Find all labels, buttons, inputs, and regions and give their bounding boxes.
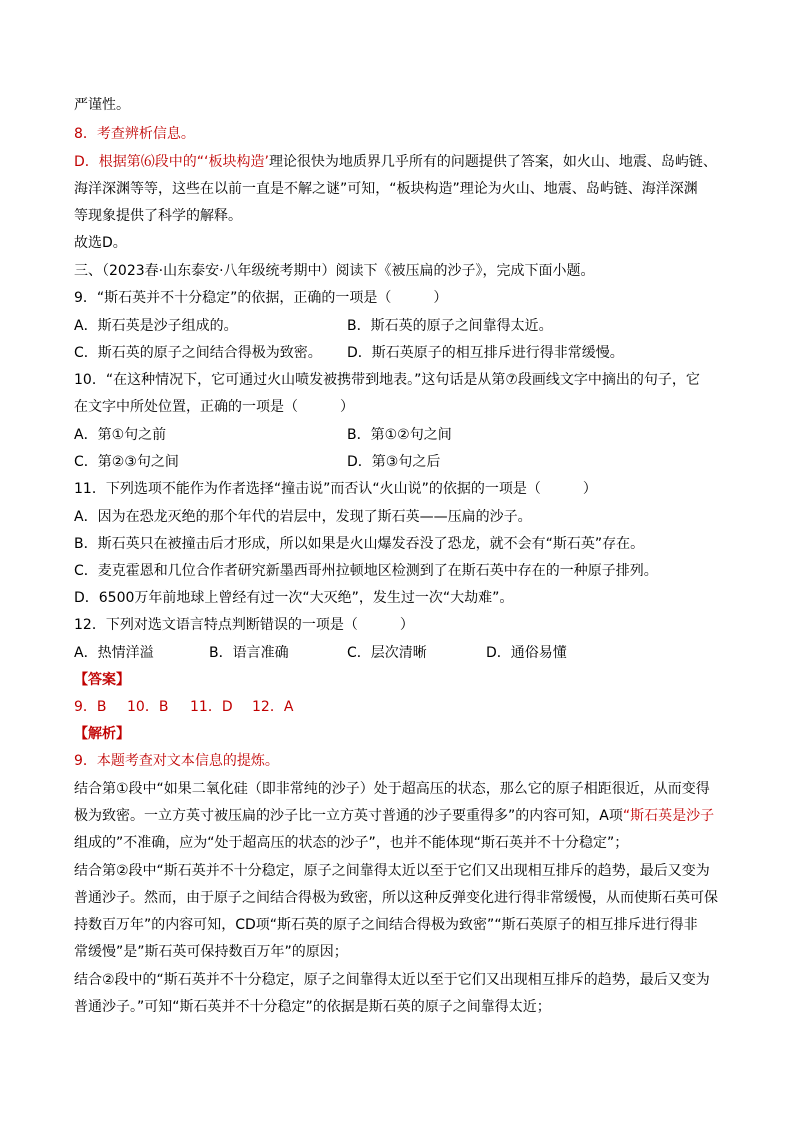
question-10-stem: 10．“在这种情况下，它可通过火山喷发被携带到地表。”这句话是从第⑦段画线文字中摘出的句子，它 (74, 372, 700, 388)
option-9a: A．斯石英是沙子组成的。 (74, 318, 238, 334)
analysis-line: 9．本题考查对文本信息的提炼。 (74, 753, 279, 769)
answer-9: 9．B (74, 699, 107, 715)
option-10b: B．第①②句之间 (347, 427, 452, 443)
highlighted-quote: “‘板块构造’ (196, 154, 269, 170)
option-9c: C．斯石英的原子之间结合得极为致密。 (74, 345, 322, 361)
text-span: D．根据第⑹段中的 (74, 154, 197, 170)
text-line: 等现象提供了科学的解释。 (74, 208, 242, 224)
question-10-stem-cont: 在文字中所处位置，正确的一项是（ ） (74, 399, 354, 415)
answer-heading: 【答案】 (74, 672, 130, 688)
option-11a: A．因为在恐龙灭绝的那个年代的岩层中，发现了斯石英——压扁的沙子。 (74, 509, 532, 525)
analysis-line: 普通沙子。”可知“斯石英并不十分稳定”的依据是斯石英的原子之间靠得太近； (74, 999, 551, 1015)
option-11d: D．6500万年前地球上曾经有过一次“大灭绝”，发生过一次“大劫难”。 (74, 590, 514, 606)
option-10a: A．第①句之前 (74, 427, 167, 443)
analysis-line: 组成的”不准确，应为“处于超高压的状态的沙子”，也并不能体现“斯石英并不十分稳定”； (74, 835, 629, 851)
question-12-stem: 12．下列对选文语言特点判断错误的一项是（ ） (74, 617, 414, 633)
option-9b: B．斯石英的原子之间靠得太近。 (347, 318, 553, 334)
analysis-line: 持数百万年”的内容可知，CD项“斯石英的原子之间结合得极为致密”“斯石英原子的相互排斥进行得非 (74, 917, 698, 933)
answer-10: 10．B (127, 699, 169, 715)
analysis-line: 结合第①段中“如果二氧化硅（即非常纯的沙子）处于超高压的状态，那么它的原子相距很近，从而变得 (74, 781, 710, 797)
analysis-line: 结合②段中的“斯石英并不十分稳定，原子之间靠得太近以至于它们又出现相互排斥的趋势，最后又变为 (74, 972, 710, 988)
text-line: 严谨性。 (74, 97, 130, 113)
text-span: 理论很快为地质界几乎所有的问题提供了答案，如火山、地震、岛屿链、 (268, 154, 717, 170)
highlighted-quote: “斯石英是沙子 (622, 808, 715, 824)
option-10d: D．第③句之后 (347, 454, 441, 470)
text-line: 海洋深渊等等，这些在以前一直是不解之谜”可知，“板块构造”理论为火山、地震、岛屿链、海洋深渊 (74, 181, 698, 197)
question-11-stem: 11．下列选项不能作为作者选择“撞击说”而否认“火山说”的依据的一项是（ ） (74, 481, 597, 497)
text-span: 极为致密。一立方英寸被压扁的沙子比一立方英寸普通的沙子要重得多”的内容可知，A项 (74, 808, 623, 824)
option-9d: D．斯石英原子的相互排斥进行得非常缓慢。 (347, 345, 624, 361)
option-11b: B．斯石英只在被撞击后才形成，所以如果是火山爆发吞没了恐龙，就不会有“斯石英”存在。 (74, 536, 645, 552)
question-8-heading: 8．考查辨析信息。 (74, 126, 195, 142)
option-11c: C．麦克霍恩和几位合作者研究新墨西哥州拉顿地区检测到了在斯石英中存在的一种原子排列。 (74, 563, 658, 579)
option-12d: D．通俗易懂 (486, 645, 567, 661)
text-line: 故选D。 (74, 235, 127, 251)
answer-11: 11．D (190, 699, 233, 715)
text-line (74, 153, 717, 171)
option-12b: B．语言准确 (209, 645, 289, 661)
answer-12: 12．A (252, 699, 294, 715)
analysis-line: 结合第②段中“斯石英并不十分稳定，原子之间靠得太近以至于它们又出现相互排斥的趋势，最后又变为 (74, 863, 710, 879)
analysis-heading: 【解析】 (74, 726, 130, 742)
option-12a: A．热情洋溢 (74, 645, 154, 661)
section-heading: 三、（2023春·山东泰安·八年级统考期中）阅读下《被压扁的沙子》，完成下面小题。 (74, 263, 595, 279)
option-10c: C．第②③句之间 (74, 454, 179, 470)
analysis-line (74, 807, 714, 825)
option-12c: C．层次清晰 (347, 645, 427, 661)
analysis-line: 常缓慢”是”斯石英可保持数百万年”的原因； (74, 944, 348, 960)
question-9-stem: 9．“斯石英并不十分稳定”的依据，正确的一项是（ ） (74, 290, 448, 306)
analysis-line: 普通沙子。然而，由于原子之间结合得极为致密，所以这种反弹变化进行得非常缓慢，从而使斯石英可保 (74, 890, 718, 906)
